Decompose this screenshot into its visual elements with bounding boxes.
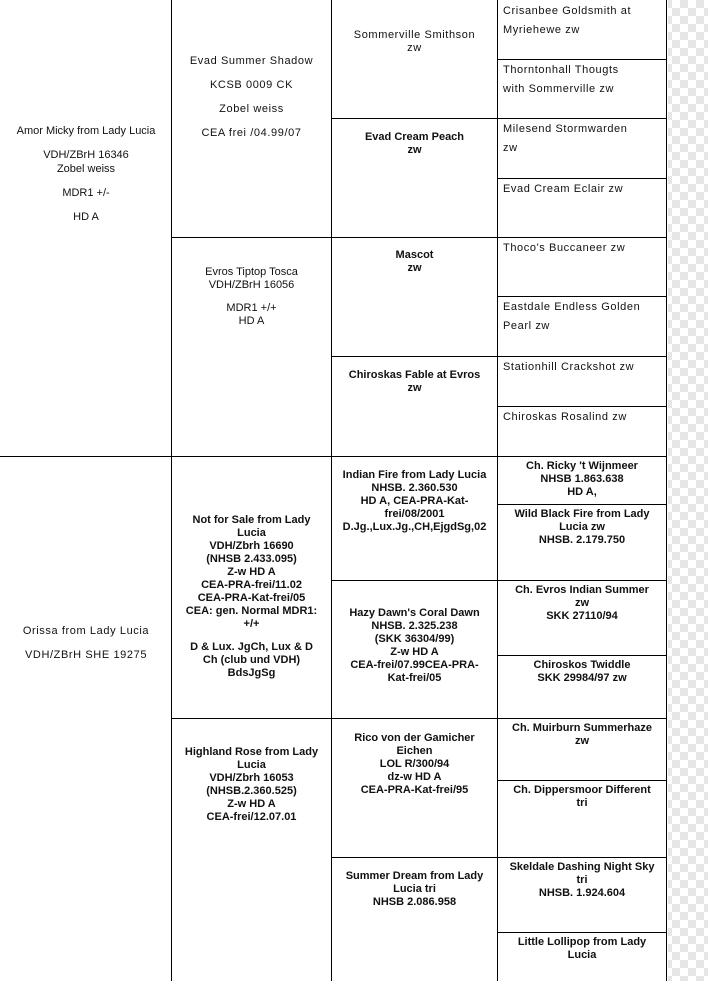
cell-line: Thoco's Buccaneer zw	[503, 242, 626, 254]
cell-line: Ch. Muirburn Summerhaze	[512, 722, 652, 734]
cell-line: (NHSB 2.433.095)	[206, 553, 297, 565]
cell-line: tri	[576, 874, 588, 886]
cell-line: VDH/Zbrh 16690	[209, 540, 294, 552]
cell-line: Lucia	[567, 949, 597, 961]
cell-line: dz-w HD A	[387, 771, 442, 783]
cell-line: zw	[503, 142, 518, 154]
cell-line: Stationhill Crackshot zw	[503, 361, 635, 373]
grid-line	[171, 0, 172, 981]
cell-line: Skeldale Dashing Night Sky	[509, 861, 655, 873]
cell-line: with Sommerville zw	[503, 83, 615, 95]
cell-line: Evad Summer Shadow	[189, 55, 314, 67]
gen4-cell	[499, 933, 665, 980]
cell-line: Mascot	[395, 249, 434, 261]
gen4-cell	[499, 656, 665, 717]
cell-line: zw	[574, 735, 590, 747]
cell-line: Hazy Dawn's Coral Dawn	[349, 607, 480, 619]
cell-line: Milesend Stormwarden	[503, 123, 628, 135]
cell-line: CEA frei /04.99/07	[201, 127, 302, 139]
cell-line: Eichen	[396, 745, 433, 757]
cell-line: NHSB. 2.179.750	[538, 534, 626, 546]
cell-line: VDH/ZBrH 16056	[208, 279, 295, 291]
cell-line: BdsJgSg	[227, 667, 276, 679]
cell-line: Little Lollipop from Lady	[517, 936, 647, 948]
cell-line: Eastdale Endless Golden	[503, 301, 641, 313]
cell-line: CEA-PRA-Kat-frei/05	[197, 592, 306, 604]
grid-line	[171, 456, 331, 457]
gen4-cell	[499, 407, 665, 455]
cell-line: Highland Rose from Lady	[184, 746, 319, 758]
cell-line: NHSB. 1.924.604	[538, 887, 626, 899]
grid-line	[0, 456, 171, 457]
cell-line: NHSB. 2.325.238	[371, 620, 458, 632]
cell-line: Crisanbee Goldsmith at	[503, 5, 632, 17]
grid-line	[666, 0, 667, 981]
cell-line: SKK 29984/97 zw	[537, 672, 627, 684]
gen4-cell	[499, 457, 665, 503]
cell-line: Pearl zw	[503, 320, 550, 332]
cell-line: Sommerville Smithson	[353, 29, 476, 41]
sire-cell	[2, 120, 170, 260]
grid-line	[171, 237, 331, 238]
cell-line: Wild Black Fire from Lady	[514, 508, 650, 520]
cell-line: (SKK 36304/99)	[374, 633, 455, 645]
cell-line: Rico von der Gamicher	[354, 732, 475, 744]
cell-line: Chiroskas Fable at Evros	[348, 369, 481, 381]
cell-line: HD A, CEA-PRA-Kat-	[360, 495, 469, 507]
cell-line: zw	[574, 597, 590, 609]
cell-line: (NHSB.2.360.525)	[206, 785, 297, 797]
cell-line: tri	[576, 797, 588, 809]
cell-line: HD A	[238, 315, 265, 327]
cell-line: CEA-PRA-Kat-frei/95	[360, 784, 469, 796]
cell-line: +/+	[243, 618, 260, 630]
cell-line: Ch (club und VDH)	[202, 654, 301, 666]
cell-line: VDH/ZBrH SHE 19275	[24, 649, 148, 661]
cell-line: VDH/ZBrH 16346	[43, 149, 129, 161]
gen3-cell	[333, 238, 496, 355]
gen3-cell	[333, 719, 496, 856]
cell-line: Z-w HD A	[227, 566, 276, 578]
gen4-cell	[499, 781, 665, 856]
cell-line: NHSB. 2.360.530	[371, 482, 458, 494]
cell-line: D.Jg.,Lux.Jg.,CH,EjgdSg,02	[342, 521, 487, 533]
cell-line: Z-w HD A	[390, 646, 439, 658]
cell-line: MDR1 +/-	[62, 187, 110, 199]
cell-line: Lucia	[237, 527, 266, 539]
cell-line: Zobel weiss	[56, 163, 116, 175]
cell-line: Indian Fire from Lady Lucia	[342, 469, 487, 481]
cell-line: Ch. Ricky 't Wijnmeer	[526, 460, 638, 472]
cell-line: Kat-frei/05	[387, 672, 442, 684]
gen3-cell	[333, 1, 496, 117]
sire-dam-cell	[173, 262, 330, 352]
cell-line: Ch. Evros Indian Summer	[515, 584, 649, 596]
cell-line: Evros Tiptop Tosca	[205, 266, 298, 278]
grid-line	[171, 718, 331, 719]
cell-line: zw	[407, 262, 422, 274]
gen4-cell	[499, 719, 665, 779]
gen4-cell	[499, 858, 665, 931]
cell-line: Zobel weiss	[219, 103, 284, 115]
gen3-cell	[333, 119, 496, 236]
cell-line: NHSB 1.863.638	[540, 473, 624, 485]
sire-sire-cell	[173, 50, 330, 190]
cell-line: Amor Micky from Lady Lucia	[16, 125, 156, 137]
cell-line: Chiroskos Twiddle	[533, 659, 631, 671]
cell-line: frei/08/2001	[384, 508, 445, 520]
dam-sire-cell	[173, 510, 330, 710]
gen4-cell	[499, 297, 665, 355]
cell-line: Z-w HD A	[227, 798, 276, 810]
gen4-cell	[499, 60, 665, 117]
gen4-cell	[499, 119, 665, 177]
cell-line: VDH/Zbrh 16053	[209, 772, 294, 784]
grid-line	[497, 0, 498, 981]
cell-line: HD A,	[567, 486, 597, 498]
gen3-cell	[333, 581, 496, 717]
gen4-cell	[499, 505, 665, 579]
gen4-cell	[499, 238, 665, 295]
dam-dam-cell	[173, 742, 330, 842]
cell-line: zw	[407, 144, 422, 156]
cell-line: Lucia tri	[393, 883, 436, 895]
cell-line: Lucia zw	[559, 521, 605, 533]
cell-line: NHSB 2.086.958	[372, 896, 457, 908]
cell-line: zw	[407, 42, 422, 54]
cell-line: SKK 27110/94	[546, 610, 618, 622]
gen4-cell	[499, 1, 665, 58]
cell-line: zw	[407, 382, 422, 394]
gen4-cell	[499, 179, 665, 236]
cell-line: CEA-PRA-frei/11.02	[201, 579, 302, 591]
cell-line: HD A	[73, 211, 99, 223]
cell-line: Thorntonhall Thougts	[503, 64, 619, 76]
cell-line: Ch. Dippersmoor Different	[513, 784, 651, 796]
cell-line: Lucia	[237, 759, 266, 771]
cell-line: Evad Cream Peach	[364, 131, 465, 143]
dam-cell	[2, 620, 170, 700]
cell-line: MDR1 +/+	[226, 302, 277, 314]
cell-line: Chiroskas Rosalind zw	[503, 411, 627, 423]
cell-line: Myriehewe zw	[503, 24, 580, 36]
grid-line	[331, 0, 332, 981]
cell-line: CEA-frei/07.99CEA-PRA-	[350, 659, 479, 671]
gen4-cell	[499, 357, 665, 405]
cell-line: LOL R/300/94	[379, 758, 450, 770]
cell-line: Summer Dream from Lady	[345, 870, 484, 882]
gen3-cell	[333, 457, 496, 579]
gen3-cell	[333, 858, 496, 980]
cell-line: CEA: gen. Normal MDR1:	[185, 605, 318, 617]
cell-line: KCSB 0009 CK	[209, 79, 294, 91]
cell-line: CEA-frei/12.07.01	[206, 811, 297, 823]
cell-line: D & Lux. JgCh, Lux & D	[190, 641, 313, 653]
cell-line: Evad Cream Eclair zw	[503, 183, 624, 195]
cell-line: Not for Sale from Lady	[192, 514, 311, 526]
gen3-cell	[333, 357, 496, 455]
gen4-cell	[499, 581, 665, 654]
cell-line: Orissa from Lady Lucia	[22, 625, 150, 637]
